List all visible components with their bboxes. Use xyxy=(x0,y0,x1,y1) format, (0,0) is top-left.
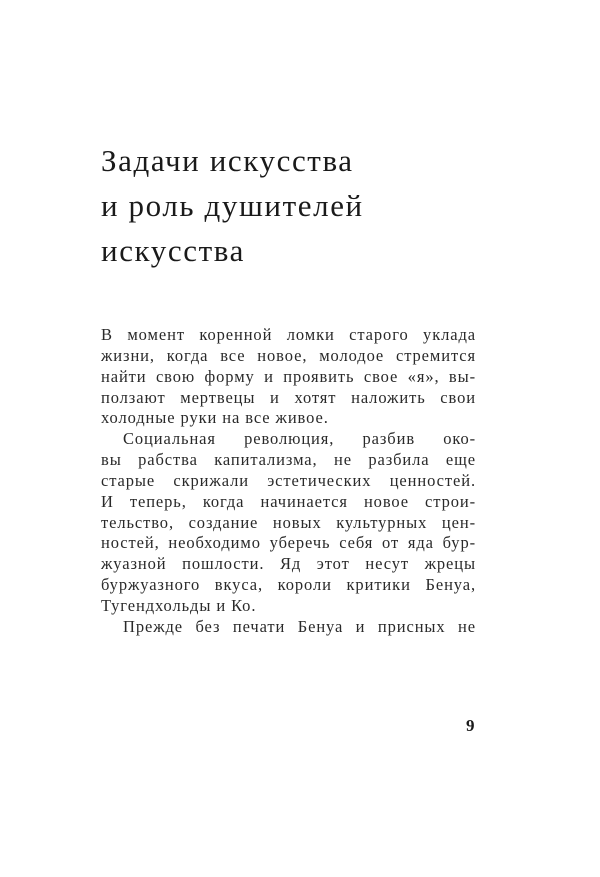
text-line: холодные руки на все живое. xyxy=(101,408,329,428)
text-line: буржуазного вкуса, короли критики Бенуа, xyxy=(101,575,476,595)
text-line: ностей, необходимо уберечь себя от яда бур- xyxy=(101,533,476,553)
text-line: жуазной пошлости. Яд этот несут жрецы xyxy=(101,554,476,574)
chapter-title-line: и роль душителей xyxy=(101,188,364,223)
page-number: 9 xyxy=(466,716,475,735)
text-line: жизни, когда все новое, молодое стремится xyxy=(101,345,476,365)
text-line: В момент коренной ломки старого уклада xyxy=(101,325,476,344)
text-line: старые скрижали эстетических ценностей. xyxy=(101,470,476,490)
text-line: ползают мертвецы и хотят наложить свои xyxy=(101,387,476,407)
text-line: Тугендхольды и Ко. xyxy=(101,595,257,615)
text-line: тельство, создание новых культурных цен- xyxy=(101,512,476,532)
chapter-title xyxy=(101,138,364,273)
chapter-title-line: искусства xyxy=(101,233,245,268)
text-line: Социальная революция, разбив око- xyxy=(123,429,476,449)
text-line: Прежде без печати Бенуа и присных не xyxy=(123,616,476,636)
text-line: найти свою форму и проявить свое «я», вы- xyxy=(101,366,476,386)
chapter-title-line: Задачи искусства xyxy=(101,143,354,178)
text-line: И теперь, когда начинается новое строи- xyxy=(101,491,476,511)
text-line: вы рабства капитализма, не разбила еще xyxy=(101,450,476,470)
body-text xyxy=(101,325,476,638)
